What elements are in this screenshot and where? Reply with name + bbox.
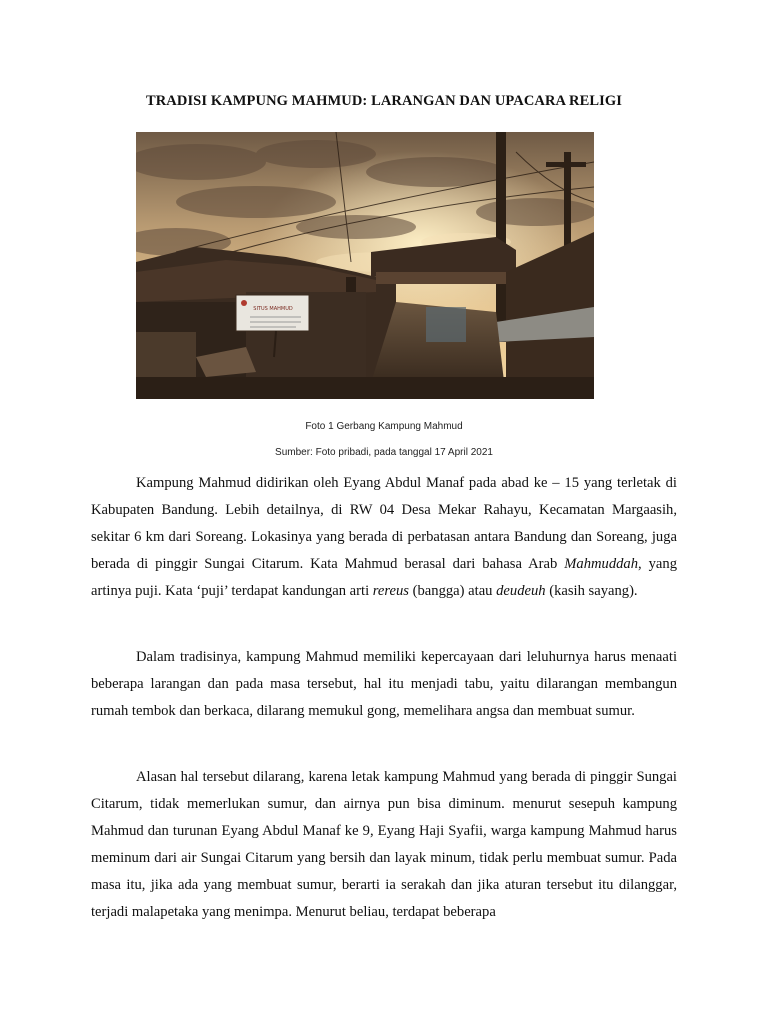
photo-source: Sumber: Foto pribadi, pada tanggal 17 April 2021 xyxy=(275,447,493,458)
photo-kampung-mahmud-gate xyxy=(136,132,594,399)
sign-text: SITUS MAHMUD xyxy=(253,306,293,312)
paragraph-1: Kampung Mahmud didirikan oleh Eyang Abdul Manaf pada abad ke – 15 yang terletak di Kabupaten Bandung. Lebih detailnya, di RW 04 Desa Mekar Rahayu, Kecamatan Margaasih, sekitar 6 km dari Soreang. Lokasinya yang berada di perbatasan antara Bandung dan Soreang, juga berada di pinggir Sungai Citarum. Kata Mahmud berasal dari bahasa Arab Mahmuddah, yang artinya puji. Kata ‘puji’ terdapat kandungan arti rereus (bangga) atau deudeuh (kasih sayang). xyxy=(91,475,678,599)
paragraph-2: Dalam tradisinya, kampung Mahmud memiliki kepercayaan dari leluhurnya harus menaati beberapa larangan dan pada masa tersebut, hal itu menjadi tabu, yaitu dilarangan membangun rumah tembok dan berkaca, dilarang memukul gong, memelihara angsa dan membuat sumur. xyxy=(91,649,677,719)
document-title: TRADISI KAMPUNG MAHMUD: LARANGAN DAN UPACARA RELIGI xyxy=(145,93,623,109)
photo-illustration xyxy=(136,132,594,399)
paragraph-3: Alasan hal tersebut dilarang, karena letak kampung Mahmud yang berada di pinggir Sungai Citarum, tidak memerlukan sumur, dan airnya pun bisa diminum. menurut sesepuh kampung Mahmud dan turunan Eyang Abdul Manaf ke 9, Eyang Haji Syafii, warga kampung Mahmud harus meminum dari air Sungai Citarum yang bersih dan layak minum, tidak perlu membuat sumur. Pada masa itu, jika ada yang membuat sumur, berarti ia serakah dan jika aturan tersebut itu dilanggar, terjadi malapetaka yang menimpa. Menurut beliau, terdapat beberapa xyxy=(91,769,677,920)
photo-caption: Foto 1 Gerbang Kampung Mahmud xyxy=(305,421,463,432)
